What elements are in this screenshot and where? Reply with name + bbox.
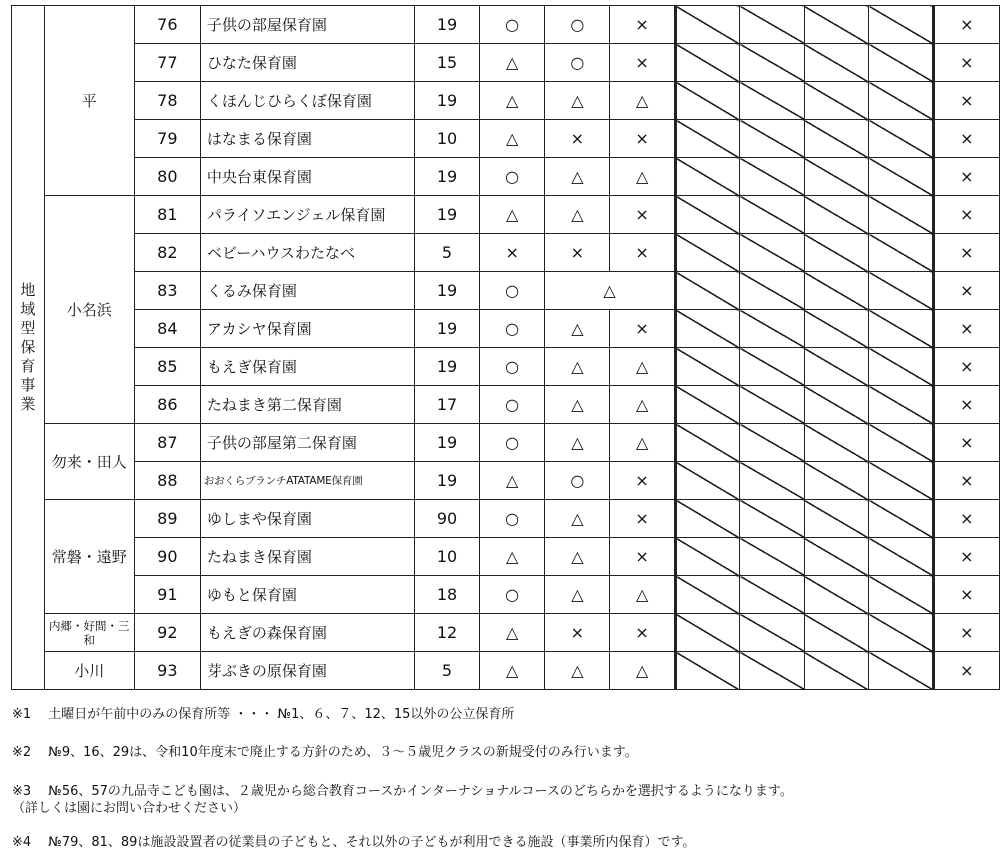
table-row [12, 44, 1000, 82]
mark-last: × [933, 614, 999, 652]
mark-3: × [610, 614, 675, 652]
mark-last: × [933, 576, 999, 614]
note-3-subtext: （詳しくは園にお問い合わせください） [12, 801, 247, 816]
na-cell [869, 348, 934, 386]
facility-name: もえぎの森保育園 [200, 614, 414, 652]
na-cell [804, 500, 868, 538]
mark-3: × [610, 44, 675, 82]
na-cell [675, 6, 740, 44]
na-cell [804, 158, 868, 196]
mark-2: △ [545, 82, 610, 120]
table-row [12, 652, 1000, 690]
row-number: 93 [134, 652, 200, 690]
na-cell [869, 44, 934, 82]
note-3-text: ※3 №56、57の九品寺こども園は、２歳児から総合教育コースかインターナショナルコースのどちらかを選択するようになります。 [12, 784, 793, 799]
na-cell [675, 272, 740, 310]
facility-name: くるみ保育園 [200, 272, 414, 310]
mark-1: △ [480, 538, 545, 576]
mark-last: × [933, 386, 999, 424]
na-cell [740, 462, 804, 500]
na-cell [740, 44, 804, 82]
na-cell [804, 652, 868, 690]
mark-1: ○ [480, 158, 545, 196]
mark-2: × [545, 614, 610, 652]
table-row [12, 348, 1000, 386]
note-3 [12, 783, 992, 817]
na-cell [675, 44, 740, 82]
mark-2: ○ [545, 44, 610, 82]
facility-name: くほんじひらくぼ保育園 [200, 82, 414, 120]
na-cell [740, 386, 804, 424]
na-cell [804, 120, 868, 158]
capacity: 10 [414, 538, 479, 576]
note-4 [12, 834, 992, 851]
row-number: 78 [134, 82, 200, 120]
mark-3: × [610, 310, 675, 348]
table-row [12, 500, 1000, 538]
capacity: 19 [414, 424, 479, 462]
mark-3: △ [610, 576, 675, 614]
na-cell [804, 424, 868, 462]
na-cell [675, 82, 740, 120]
mark-2: △ [545, 500, 610, 538]
area-cell: 平 [44, 6, 134, 196]
na-cell [740, 120, 804, 158]
facility-name: 子供の部屋保育園 [200, 6, 414, 44]
capacity: 19 [414, 82, 479, 120]
note-4-text: ※4 №79、81、89は施設設置者の従業員の子どもと、それ以外の子どもが利用できる施設（事業所内保育）です。 [12, 835, 696, 850]
capacity: 19 [414, 462, 479, 500]
capacity: 19 [414, 310, 479, 348]
mark-1: ○ [480, 500, 545, 538]
row-number: 76 [134, 6, 200, 44]
mark-3: × [610, 234, 675, 272]
na-cell [869, 614, 934, 652]
mark-last: × [933, 44, 999, 82]
table-row [12, 614, 1000, 652]
na-cell [869, 652, 934, 690]
mark-3: × [610, 538, 675, 576]
area-cell: 内郷・好間・三和 [44, 614, 134, 652]
na-cell [675, 348, 740, 386]
mark-2: × [545, 120, 610, 158]
na-cell [675, 120, 740, 158]
table-row [12, 272, 1000, 310]
na-cell [869, 82, 934, 120]
mark-last: × [933, 120, 999, 158]
table-row [12, 234, 1000, 272]
facility-name: ゆしまや保育園 [200, 500, 414, 538]
mark-1: ○ [480, 348, 545, 386]
na-cell [869, 234, 934, 272]
na-cell [804, 82, 868, 120]
mark-1: △ [480, 44, 545, 82]
na-cell [675, 196, 740, 234]
mark-3: △ [610, 158, 675, 196]
facility-name: たねまき第二保育園 [200, 386, 414, 424]
na-cell [869, 196, 934, 234]
mark-3: × [610, 196, 675, 234]
area-cell: 小川 [44, 652, 134, 690]
na-cell [675, 576, 740, 614]
row-number: 77 [134, 44, 200, 82]
na-cell [804, 576, 868, 614]
facility-name: たねまき保育園 [200, 538, 414, 576]
capacity: 19 [414, 348, 479, 386]
mark-1: △ [480, 652, 545, 690]
mark-2: △ [545, 158, 610, 196]
mark-last: × [933, 462, 999, 500]
table-row [12, 158, 1000, 196]
mark-1: △ [480, 120, 545, 158]
facility-name: 中央台東保育園 [200, 158, 414, 196]
mark-2: △ [545, 538, 610, 576]
row-number: 83 [134, 272, 200, 310]
table-row [12, 6, 1000, 44]
mark-2: △ [545, 386, 610, 424]
mark-2: △ [545, 196, 610, 234]
na-cell [675, 310, 740, 348]
mark-2: △ [545, 348, 610, 386]
capacity: 19 [414, 6, 479, 44]
table-row [12, 82, 1000, 120]
mark-merged: △ [545, 272, 675, 310]
na-cell [869, 424, 934, 462]
na-cell [740, 652, 804, 690]
na-cell [675, 158, 740, 196]
na-cell [740, 82, 804, 120]
na-cell [869, 272, 934, 310]
capacity: 5 [414, 652, 479, 690]
mark-last: × [933, 424, 999, 462]
na-cell [804, 272, 868, 310]
table-row [12, 310, 1000, 348]
na-cell [740, 424, 804, 462]
row-number: 79 [134, 120, 200, 158]
row-number: 80 [134, 158, 200, 196]
mark-1: ○ [480, 310, 545, 348]
row-number: 82 [134, 234, 200, 272]
facility-name: パライソエンジェル保育園 [200, 196, 414, 234]
mark-3: △ [610, 348, 675, 386]
row-number: 89 [134, 500, 200, 538]
mark-last: × [933, 196, 999, 234]
capacity: 5 [414, 234, 479, 272]
mark-2: △ [545, 576, 610, 614]
mark-2: ○ [545, 462, 610, 500]
mark-3: △ [610, 82, 675, 120]
na-cell [675, 424, 740, 462]
na-cell [804, 196, 868, 234]
na-cell [740, 538, 804, 576]
na-cell [740, 348, 804, 386]
mark-1: ○ [480, 272, 545, 310]
mark-last: × [933, 158, 999, 196]
mark-3: × [610, 120, 675, 158]
na-cell [869, 120, 934, 158]
na-cell [675, 652, 740, 690]
na-cell [869, 386, 934, 424]
capacity: 19 [414, 196, 479, 234]
mark-1: △ [480, 82, 545, 120]
na-cell [740, 576, 804, 614]
table-row [12, 120, 1000, 158]
mark-3: △ [610, 424, 675, 462]
area-cell: 常磐・遠野 [44, 500, 134, 614]
row-number: 86 [134, 386, 200, 424]
capacity: 17 [414, 386, 479, 424]
na-cell [869, 576, 934, 614]
mark-1: ○ [480, 6, 545, 44]
row-number: 88 [134, 462, 200, 500]
row-number: 90 [134, 538, 200, 576]
nursery-table [11, 5, 1000, 690]
mark-3: △ [610, 652, 675, 690]
na-cell [740, 196, 804, 234]
table-row [12, 462, 1000, 500]
na-cell [675, 462, 740, 500]
mark-last: × [933, 652, 999, 690]
na-cell [740, 500, 804, 538]
note-2 [12, 744, 992, 761]
mark-2: △ [545, 310, 610, 348]
mark-last: × [933, 6, 999, 44]
mark-last: × [933, 272, 999, 310]
na-cell [804, 234, 868, 272]
mark-1: △ [480, 462, 545, 500]
category-cell: 地域型保育事業 [12, 6, 45, 690]
row-number: 87 [134, 424, 200, 462]
na-cell [740, 272, 804, 310]
table-row [12, 576, 1000, 614]
na-cell [740, 614, 804, 652]
na-cell [740, 234, 804, 272]
na-cell [804, 462, 868, 500]
facility-name: 芽ぶきの原保育園 [200, 652, 414, 690]
row-number: 91 [134, 576, 200, 614]
mark-2: △ [545, 652, 610, 690]
na-cell [804, 44, 868, 82]
capacity: 18 [414, 576, 479, 614]
capacity: 19 [414, 158, 479, 196]
mark-3: × [610, 6, 675, 44]
na-cell [804, 614, 868, 652]
mark-last: × [933, 234, 999, 272]
mark-last: × [933, 348, 999, 386]
capacity: 15 [414, 44, 479, 82]
mark-3: × [610, 500, 675, 538]
na-cell [740, 310, 804, 348]
note-1-text: ※1 土曜日が午前中のみの保育所等 ・・・ №1、６、７、12、15以外の公立保育所 [12, 707, 515, 722]
mark-last: × [933, 538, 999, 576]
row-number: 81 [134, 196, 200, 234]
capacity: 90 [414, 500, 479, 538]
note-1 [12, 706, 992, 723]
na-cell [675, 234, 740, 272]
facility-name: ひなた保育園 [200, 44, 414, 82]
na-cell [804, 538, 868, 576]
mark-last: × [933, 82, 999, 120]
row-number: 92 [134, 614, 200, 652]
facility-name: おおくらブランチATATAME保育園 [200, 462, 414, 500]
mark-1: × [480, 234, 545, 272]
mark-1: △ [480, 196, 545, 234]
mark-1: ○ [480, 424, 545, 462]
mark-1: △ [480, 614, 545, 652]
mark-1: ○ [480, 576, 545, 614]
facility-name: はなまる保育園 [200, 120, 414, 158]
na-cell [869, 310, 934, 348]
mark-3: × [610, 462, 675, 500]
facility-name: アカシヤ保育園 [200, 310, 414, 348]
facility-name: もえぎ保育園 [200, 348, 414, 386]
row-number: 84 [134, 310, 200, 348]
na-cell [804, 6, 868, 44]
na-cell [675, 614, 740, 652]
na-cell [869, 462, 934, 500]
note-2-text: ※2 №9、16、29は、令和10年度末で廃止する方針のため、３～５歳児クラスの新規受付のみ行います。 [12, 745, 638, 760]
na-cell [804, 348, 868, 386]
capacity: 10 [414, 120, 479, 158]
na-cell [740, 158, 804, 196]
na-cell [869, 158, 934, 196]
na-cell [675, 386, 740, 424]
table-row [12, 196, 1000, 234]
capacity: 19 [414, 272, 479, 310]
na-cell [675, 500, 740, 538]
table-row [12, 386, 1000, 424]
na-cell [740, 6, 804, 44]
table-row [12, 424, 1000, 462]
na-cell [869, 500, 934, 538]
mark-last: × [933, 310, 999, 348]
na-cell [675, 538, 740, 576]
mark-last: × [933, 500, 999, 538]
mark-2: △ [545, 424, 610, 462]
capacity: 12 [414, 614, 479, 652]
facility-name: ベビーハウスわたなべ [200, 234, 414, 272]
na-cell [869, 6, 934, 44]
na-cell [869, 538, 934, 576]
mark-2: × [545, 234, 610, 272]
area-cell: 小名浜 [44, 196, 134, 424]
na-cell [804, 386, 868, 424]
mark-3: △ [610, 386, 675, 424]
table-row [12, 538, 1000, 576]
na-cell [804, 310, 868, 348]
facility-name: 子供の部屋第二保育園 [200, 424, 414, 462]
mark-1: ○ [480, 386, 545, 424]
area-cell: 勿来・田人 [44, 424, 134, 500]
row-number: 85 [134, 348, 200, 386]
mark-2: ○ [545, 6, 610, 44]
facility-name: ゆもと保育園 [200, 576, 414, 614]
